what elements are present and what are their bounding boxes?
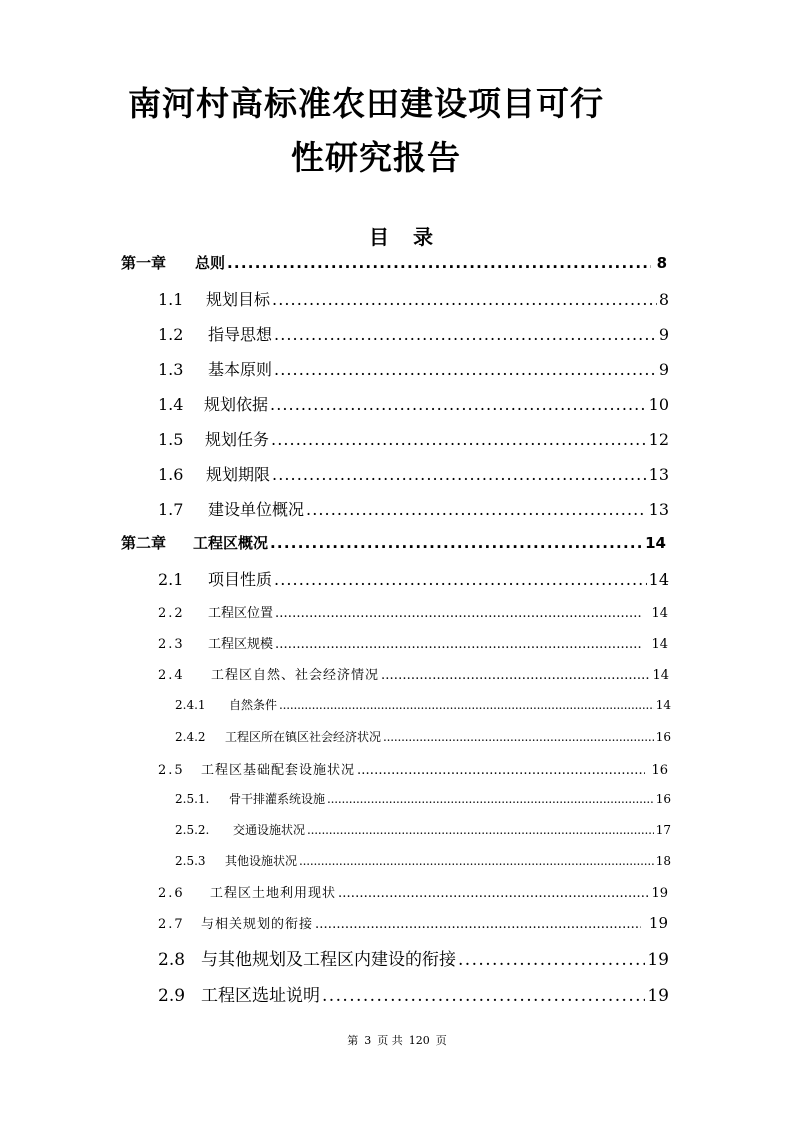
toc-dot-leader bbox=[274, 360, 657, 379]
footer-total-pages: 120 bbox=[408, 1034, 430, 1047]
toc-entry-page: 17 bbox=[655, 823, 671, 837]
toc-entry-label: 规划任务 bbox=[205, 430, 270, 449]
toc-entry-2-5[interactable] bbox=[158, 759, 668, 778]
toc-dot-leader bbox=[299, 854, 654, 868]
toc-entry-number: 1.6 bbox=[158, 465, 184, 484]
toc-entry-number: 2.4 bbox=[158, 668, 185, 683]
toc-entry-number: 1.3 bbox=[158, 360, 184, 379]
toc-entry-label: 工程区所在镇区社会经济状况 bbox=[225, 730, 382, 744]
toc-entry-number: 1.7 bbox=[158, 500, 184, 519]
toc-entry-number: 1.5 bbox=[158, 430, 184, 449]
document-title-line-2: 性研究报告 bbox=[291, 138, 461, 177]
toc-entry-page: 13 bbox=[648, 465, 669, 484]
toc-entry-2-4-1[interactable] bbox=[175, 696, 671, 713]
toc-dot-leader bbox=[270, 395, 647, 414]
toc-entry-label: 工程区位置 bbox=[208, 606, 274, 621]
toc-dot-leader bbox=[272, 465, 647, 484]
toc-entry-page: 10 bbox=[648, 395, 669, 414]
toc-entry-page: 12 bbox=[648, 430, 669, 449]
toc-dot-leader bbox=[458, 950, 645, 970]
toc-dot-leader bbox=[357, 763, 645, 778]
toc-entry-page: 14 bbox=[651, 606, 668, 621]
toc-entry-label: 工程区自然、社会经济情况 bbox=[211, 668, 380, 683]
toc-entry-2-5-1[interactable] bbox=[175, 790, 671, 807]
toc-entry-number: 1.2 bbox=[158, 325, 184, 344]
toc-entry-number: 2.3 bbox=[158, 637, 185, 652]
toc-entry-2-4[interactable] bbox=[158, 664, 669, 683]
toc-entry-number: 2.5.2. bbox=[175, 823, 210, 837]
toc-entry-1-5[interactable] bbox=[158, 427, 669, 450]
toc-entry-chapter-2[interactable] bbox=[121, 532, 666, 553]
toc-entry-label: 项目性质 bbox=[208, 570, 273, 589]
toc-entry-page: 9 bbox=[658, 360, 669, 379]
toc-entry-label: 骨干排灌系统设施 bbox=[229, 792, 326, 806]
toc-entry-label: 与相关规划的衔接 bbox=[201, 917, 314, 932]
toc-entry-number: 1.4 bbox=[158, 395, 184, 414]
toc-entry-1-6[interactable] bbox=[158, 462, 669, 485]
toc-entry-label: 总则 bbox=[195, 254, 226, 272]
toc-entry-chapter-1[interactable] bbox=[121, 252, 667, 273]
toc-dot-leader bbox=[338, 886, 649, 901]
toc-entry-page: 18 bbox=[655, 854, 671, 868]
toc-dot-leader bbox=[271, 430, 647, 449]
toc-entry-2-4-2[interactable] bbox=[175, 728, 671, 745]
toc-dot-leader bbox=[270, 534, 643, 552]
toc-entry-1-7[interactable] bbox=[158, 497, 669, 520]
toc-entry-label: 工程区选址说明 bbox=[201, 986, 320, 1006]
toc-entry-label: 工程区规模 bbox=[208, 637, 274, 652]
toc-entry-2-7[interactable] bbox=[158, 913, 668, 932]
toc-dot-leader bbox=[306, 500, 643, 519]
toc-entry-label: 交通设施状况 bbox=[233, 823, 306, 837]
toc-entry-label: 工程区土地利用现状 bbox=[210, 886, 337, 901]
toc-dot-leader bbox=[275, 637, 643, 652]
page-footer bbox=[0, 1032, 794, 1048]
toc-entry-number: 2.5 bbox=[158, 763, 185, 778]
toc-entry-2-8[interactable] bbox=[158, 945, 669, 970]
toc-entry-number: 2.2 bbox=[158, 606, 185, 621]
toc-entry-2-5-3[interactable] bbox=[175, 852, 671, 869]
toc-entry-number: 第一章 bbox=[121, 254, 167, 272]
toc-dot-leader bbox=[381, 668, 650, 683]
toc-entry-page: 14 bbox=[655, 698, 671, 712]
toc-dot-leader bbox=[322, 986, 645, 1006]
toc-entry-2-1[interactable] bbox=[158, 567, 669, 590]
toc-entry-label: 规划期限 bbox=[206, 465, 271, 484]
toc-entry-page: 9 bbox=[658, 325, 669, 344]
toc-entry-number: 2.4.1 bbox=[175, 698, 206, 712]
toc-entry-2-9[interactable] bbox=[158, 981, 669, 1006]
toc-entry-1-1[interactable] bbox=[158, 287, 669, 310]
toc-entry-number: 2.6 bbox=[158, 886, 185, 901]
toc-entry-number: 2.8 bbox=[158, 950, 186, 970]
toc-entry-number: 2.9 bbox=[158, 986, 186, 1006]
footer-current-page: 3 bbox=[364, 1034, 372, 1047]
toc-entry-label: 工程区概况 bbox=[193, 534, 269, 552]
toc-entry-label: 规划依据 bbox=[204, 395, 269, 414]
toc-entry-page: 16 bbox=[655, 792, 671, 806]
toc-entry-page: 19 bbox=[648, 914, 668, 932]
toc-entry-number: 1.1 bbox=[158, 290, 184, 309]
toc-entry-label: 指导思想 bbox=[208, 325, 273, 344]
toc-entry-number: 2.7 bbox=[158, 917, 185, 932]
toc-entry-label: 自然条件 bbox=[229, 698, 278, 712]
toc-entry-number: 2.1 bbox=[158, 570, 184, 589]
toc-entry-page: 16 bbox=[651, 763, 668, 778]
footer-prefix: 第 bbox=[347, 1034, 359, 1047]
toc-dot-leader bbox=[327, 792, 654, 806]
toc-entry-page: 19 bbox=[647, 986, 669, 1006]
toc-entry-page: 16 bbox=[655, 730, 671, 744]
toc-entry-page: 19 bbox=[647, 950, 669, 970]
toc-entry-label: 其他设施状况 bbox=[225, 854, 298, 868]
toc-entry-page: 14 bbox=[651, 637, 668, 652]
toc-dot-leader bbox=[315, 917, 641, 932]
footer-suffix: 页 bbox=[435, 1034, 447, 1047]
toc-entry-label: 工程区基础配套设施状况 bbox=[201, 763, 356, 778]
toc-entry-number: 第二章 bbox=[121, 534, 167, 552]
toc-dot-leader bbox=[279, 698, 654, 712]
toc-heading-char-2: 录 bbox=[413, 225, 433, 249]
toc-entry-page: 14 bbox=[645, 534, 666, 552]
toc-dot-leader bbox=[383, 730, 654, 744]
toc-dot-leader bbox=[274, 325, 657, 344]
toc-entry-page: 8 bbox=[656, 254, 667, 272]
toc-entry-page: 19 bbox=[651, 886, 668, 901]
toc-entry-page: 13 bbox=[648, 500, 669, 519]
toc-entry-number: 2.5.1. bbox=[175, 792, 210, 806]
toc-entry-label: 建设单位概况 bbox=[208, 500, 305, 519]
footer-mid: 页 共 bbox=[377, 1034, 403, 1047]
toc-entry-number: 2.4.2 bbox=[175, 730, 206, 744]
toc-entry-1-4[interactable] bbox=[158, 392, 669, 415]
toc-entry-label: 规划目标 bbox=[206, 290, 271, 309]
toc-entry-2-5-2[interactable] bbox=[175, 821, 671, 838]
toc-entry-2-6[interactable] bbox=[158, 882, 668, 901]
toc-entry-1-3[interactable] bbox=[158, 357, 669, 380]
toc-dot-leader bbox=[227, 254, 651, 272]
toc-entry-2-3[interactable] bbox=[158, 633, 668, 652]
toc-dot-leader bbox=[274, 570, 647, 589]
toc-heading bbox=[369, 224, 433, 250]
toc-dot-leader bbox=[307, 823, 654, 837]
toc-heading-char-1: 目 bbox=[369, 225, 389, 249]
toc-entry-2-2[interactable] bbox=[158, 602, 668, 621]
toc-entry-label: 基本原则 bbox=[208, 360, 273, 379]
toc-entry-page: 8 bbox=[658, 290, 669, 309]
toc-entry-label: 与其他规划及工程区内建设的衔接 bbox=[201, 950, 456, 970]
document-title-line-1: 南河村高标准农田建设项目可行 bbox=[128, 84, 604, 123]
toc-entry-page: 14 bbox=[652, 668, 669, 683]
toc-entry-number: 2.5.3 bbox=[175, 854, 206, 868]
toc-dot-leader bbox=[275, 606, 643, 621]
toc-dot-leader bbox=[272, 290, 657, 309]
toc-entry-1-2[interactable] bbox=[158, 322, 669, 345]
toc-entry-page: 14 bbox=[648, 570, 669, 589]
